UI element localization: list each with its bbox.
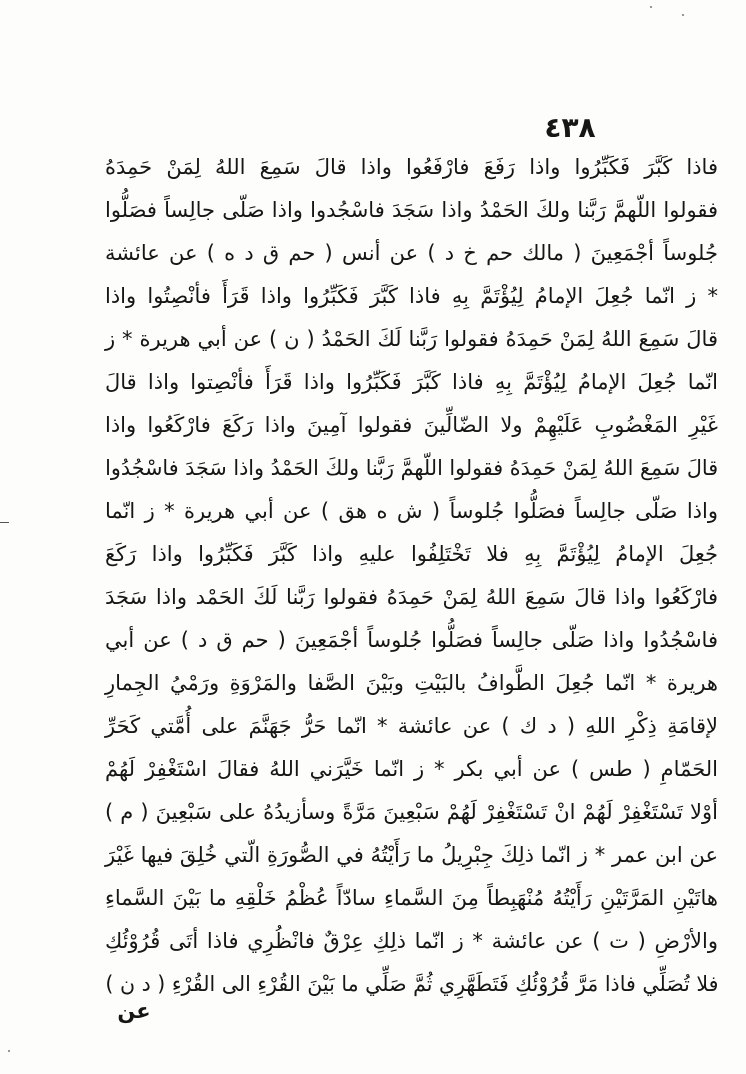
text-line-content: غَيْرِ المَغْضُوبِ عَلَيْهِمْ ولا الضّالِّينَ فقولوا آمِينَ واذا رَكَعَ فارْكَعُوا واذا bbox=[105, 413, 718, 437]
text-line-content: واذا صَلّى جالِساً فصَلُّوا جُلوساً ( ش ه هق ) عن أبي هريرة * ز انّما bbox=[105, 499, 718, 523]
text-line-content: فقولوا اللّهمَّ رَبَّنا ولكَ الحَمْدُ واذا سَجَدَ فاسْجُدوا واذا صَلّى جالِساً فصَلُّوا bbox=[105, 198, 718, 222]
text-line bbox=[105, 232, 718, 275]
text-line-content: لإقامَةِ ذِكْرِ اللهِ ( د ك ) عن عائشة * انّما حَرُّ جَهَنَّمَ على أُمَّتي كَحَرِّ bbox=[105, 714, 718, 738]
text-line bbox=[105, 619, 718, 662]
text-line-content: أوْلا تَسْتَغْفِرْ لَهُمْ انْ تَسْتَغْفِرْ لَهُمْ سَبْعِينَ مَرَّةً وسأزيدُهُ على سَبْعِينَ ( م ) bbox=[105, 800, 718, 824]
text-line-content: فاذا كَبَّرَ فَكَبِّرُوا واذا رَفَعَ فارْفَعُوا واذا قالَ سَمِعَ اللهُ لِمَنْ حَمِدَهُ bbox=[105, 155, 718, 179]
page-number: ٤٣٨ bbox=[544, 111, 596, 144]
text-line-content: انّما جُعِلَ الإمامُ لِيُؤْتَمَّ بِهِ فاذا كَبَّرَ فَكَبِّرُوا واذا قَرَأَ فأنْصِتوا واذا قالَ bbox=[105, 370, 718, 394]
text-line bbox=[105, 490, 718, 533]
paper-speck bbox=[682, 14, 684, 16]
text-line bbox=[105, 404, 718, 447]
text-line bbox=[105, 576, 718, 619]
paper-speck bbox=[8, 1050, 10, 1052]
text-line-content: الحَمّامِ ( طس ) عن أبي بكر * ز انّما خَيَّرَني اللهُ فقالَ اسْتَغْفِرْ لَهُمْ bbox=[105, 757, 718, 781]
text-line-content: هاتَيْنِ المَرَّتَيْنِ رَأَيْتُهُ مُنْهَبِطاً مِنَ السَّماءِ سادّاً عُظْمُ خَلْقِهِ ما بَيْنَ السَّماءِ bbox=[105, 886, 718, 910]
text-line bbox=[105, 318, 718, 361]
text-line bbox=[105, 877, 718, 920]
text-line-content: فلا تُصَلِّي فاذا مَرَّ قُرُوْئُكِ فَتَطَهَّرِي ثُمَّ صَلِّي ما بَيْنَ القُرْءِ الى القُرْءِ ( د ن ) bbox=[105, 972, 718, 996]
text-line bbox=[105, 705, 718, 748]
text-line bbox=[105, 791, 718, 834]
text-line bbox=[105, 361, 718, 404]
text-line bbox=[105, 275, 718, 318]
text-line-content: هريرة * انّما جُعِلَ الطَّوافُ بالبَيْتِ وبَيْنَ الصَّفا والمَرْوَةِ ورَمْيُ الجِمارِ bbox=[105, 671, 718, 695]
text-line bbox=[105, 920, 718, 963]
text-line-content: والأرْضِ ( ت ) عن عائشة * ز انّما ذلِكِ عِرْقٌ فانْظُرِي فاذا أتَى قُرُوْئُكِ bbox=[105, 929, 718, 953]
text-line-content: قالَ سَمِعَ اللهُ لِمَنْ حَمِدَهُ فقولوا اللّهمَّ رَبَّنا ولكَ الحَمْدُ واذا سَجَدَ فاسْجُدُوا bbox=[105, 456, 718, 480]
text-line-content: عن ابن عمر * ز انّما ذلِكَ جِبْرِيلُ ما رَأَيْتُهُ في الصُّورَةِ الّتي خُلِقَ فيها غَيْرَ bbox=[105, 843, 718, 867]
text-line bbox=[105, 447, 718, 490]
text-line bbox=[105, 662, 718, 705]
text-line-content: فاسْجُدُوا واذا صَلّى جالِساً فصَلُّوا جُلوساً أجْمَعِينَ ( حم ق د ) عن أبي bbox=[105, 628, 718, 652]
body-text bbox=[105, 146, 718, 1006]
text-line bbox=[105, 748, 718, 791]
text-line-content: جُعِلَ الإمامُ لِيُؤْتَمَّ بِهِ فلا تَخْتَلِفُوا عليهِ واذا كَبَّرَ فَكَبِّرُوا واذا رَكَعَ bbox=[105, 542, 718, 566]
text-line bbox=[105, 189, 718, 232]
text-line-content: * ز انّما جُعِلَ الإمامُ لِيُؤْتَمَّ بِهِ فاذا كَبَّرَ فَكَبِّرُوا واذا قَرَأَ فأنْصِتُوا واذا bbox=[105, 284, 718, 308]
catchword: عن bbox=[117, 999, 151, 1023]
text-line-content: جُلوساً أجْمَعِينَ ( مالك حم خ د ) عن أنس ( حم ق د ه ) عن عائشة bbox=[105, 241, 718, 265]
text-line bbox=[105, 834, 718, 877]
text-line bbox=[105, 533, 718, 576]
text-line-content: قالَ سَمِعَ اللهُ لِمَنْ حَمِدَهُ فقولوا رَبَّنا لَكَ الحَمْدُ ( ن ) عن أبي هريرة * ز bbox=[105, 327, 718, 351]
text-line bbox=[105, 146, 718, 189]
paper-speck bbox=[650, 6, 652, 8]
text-line bbox=[105, 963, 718, 1006]
text-line-content: فارْكَعُوا واذا قالَ سَمِعَ اللهُ لِمَنْ حَمِدَهُ فقولوا رَبَّنا لَكَ الحَمْد واذا سَجَدَ bbox=[105, 585, 718, 609]
margin-mark bbox=[0, 522, 9, 523]
